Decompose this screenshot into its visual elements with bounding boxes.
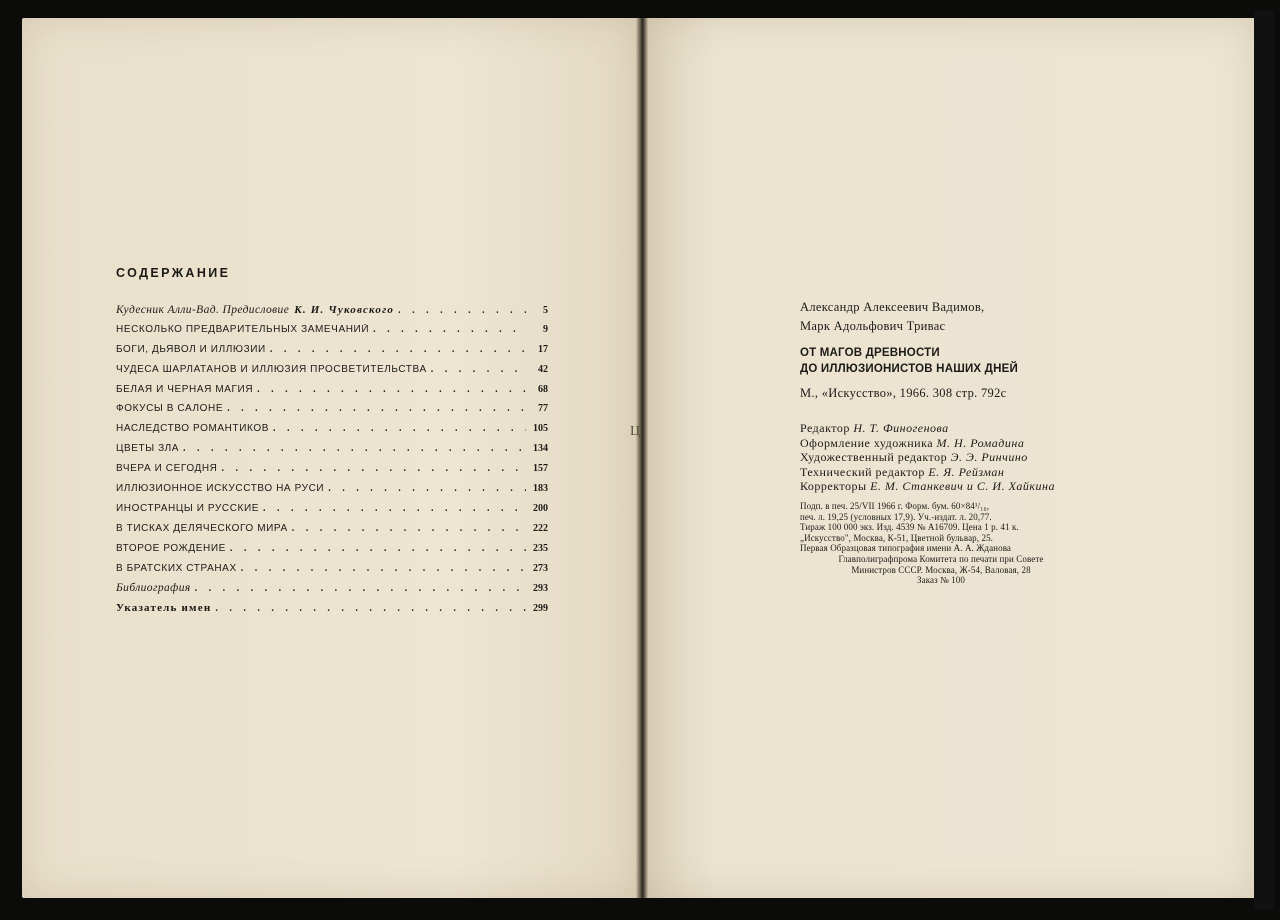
toc-entry-page: 42	[538, 363, 548, 375]
toc-entry	[116, 403, 548, 423]
imprint-line: Тираж 100 000 экз. Изд. 4539 № А16709. Цена 1 р. 41 к.	[800, 522, 1019, 533]
toc-leader	[431, 364, 526, 375]
toc-entry-title: ИНОСТРАНЦЫ И РУССКИЕ	[116, 502, 260, 514]
toc-entry	[116, 423, 548, 443]
credit-line	[800, 450, 1055, 465]
imprint	[800, 501, 1082, 586]
toc-entry	[116, 523, 548, 543]
toc-leader	[257, 384, 526, 395]
toc-entry-title: НАСЛЕДСТВО РОМАНТИКОВ	[116, 423, 269, 435]
toc-leader	[230, 543, 526, 554]
book-gutter	[636, 18, 648, 898]
toc-entry-title: Библиография	[116, 582, 191, 595]
credit-line	[800, 421, 1055, 436]
toc-entry	[116, 582, 548, 602]
toc-leader	[273, 423, 526, 434]
stray-mark: Ц	[630, 424, 641, 439]
toc-entry	[116, 344, 548, 364]
toc-entry-title: ФОКУСЫ В САЛОНЕ	[116, 403, 224, 415]
credit-name: Е. Я. Рейзман	[928, 464, 1005, 479]
toc-leader	[195, 583, 526, 594]
toc-entry-page: 77	[538, 403, 548, 415]
imprint-line: Первая Образцовая типография имени А. А. Жданова	[800, 543, 1012, 554]
toc-entry-page: 293	[533, 583, 548, 595]
toc-entry	[116, 384, 548, 404]
author-line: Марк Адольфович Тривас	[800, 319, 946, 333]
toc-entry-page: 183	[533, 483, 548, 495]
credit-name: Е. М. Станкевич и С. И. Хайкина	[870, 479, 1055, 494]
toc-entry-title: ВЧЕРА И СЕГОДНЯ	[116, 463, 218, 475]
toc-leader	[292, 523, 526, 534]
publication-info: М., «Искусство», 1966. 308 стр. 792c	[800, 386, 1007, 400]
toc-list	[116, 304, 548, 622]
toc-entry-page: 105	[533, 423, 548, 435]
toc-entry-title: ЦВЕТЫ ЗЛА	[116, 443, 180, 455]
credit-name: М. Н. Ромадина	[936, 435, 1025, 450]
toc-entry-page: 200	[533, 502, 548, 514]
book-title-line: ДО ИЛЛЮЗИОНИСТОВ НАШИХ ДНЕЙ	[800, 363, 1018, 375]
credit-role: Художественный редактор	[800, 450, 948, 465]
credit-role: Оформление художника	[800, 435, 934, 450]
credit-line	[800, 479, 1055, 494]
toc-leader	[222, 463, 527, 474]
credit-role: Редактор	[800, 421, 850, 435]
imprint-line: печ. л. 19,25 (условных 17,9). Уч.-издат. л. 20,77.	[800, 511, 992, 522]
credit-line	[800, 465, 1055, 480]
toc-entry-title: НЕСКОЛЬКО ПРЕДВАРИТЕЛЬНЫХ ЗАМЕЧАНИЙ	[116, 323, 370, 335]
toc-entry	[116, 563, 548, 583]
credit-name: Э. Э. Ринчино	[950, 450, 1028, 465]
imprint-line: „Искусство", Москва, К-51, Цветной бульвар, 25.	[800, 532, 994, 543]
toc-entry	[116, 443, 548, 463]
toc-entry-title: ВТОРОЕ РОЖДЕНИЕ	[116, 542, 226, 554]
credit-role: Корректоры	[800, 479, 867, 494]
credit-role: Технический редактор	[800, 464, 925, 479]
toc-entry-page: 134	[533, 443, 548, 455]
toc-leader	[263, 503, 526, 514]
toc-entry	[116, 543, 548, 563]
imprint-line: Главполиграфпрома Комитета по печати при Совете	[838, 553, 1044, 564]
toc-entry-page: 273	[533, 562, 548, 574]
toc-entry-title: ИЛЛЮЗИОННОЕ ИСКУССТВО НА РУСИ	[116, 483, 325, 495]
toc-entry-page: 299	[533, 603, 548, 615]
book-edge	[1254, 10, 1274, 910]
book-title-line: ОТ МАГОВ ДРЕВНОСТИ	[800, 347, 940, 359]
toc-leader	[398, 305, 526, 316]
toc-leader	[373, 324, 526, 335]
toc-entry-page: 68	[538, 383, 548, 395]
imprint-line: Министров СССР. Москва, Ж-54, Валовая, 28	[851, 564, 1031, 575]
author-line: Александр Алексеевич Вадимов,	[800, 300, 985, 314]
toc-entry-author: К. И. Чуковского	[294, 304, 395, 316]
toc-leader	[328, 483, 526, 494]
toc-title: СОДЕРЖАНИЕ	[116, 266, 231, 280]
toc-leader	[183, 443, 526, 454]
toc-entry-page: 9	[543, 323, 548, 335]
toc-entry	[116, 503, 548, 523]
toc-entry-title: БОГИ, ДЬЯВОЛ И ИЛЛЮЗИИ	[116, 343, 266, 355]
imprint-line: Подп. в печ. 25/VII 1966 г. Форм. бум. 60×84¹/₁₆,	[800, 501, 990, 511]
toc-entry	[116, 483, 548, 503]
credits	[800, 421, 1055, 494]
authors	[800, 298, 984, 336]
toc-entry-title: Указатель имен	[116, 602, 212, 615]
toc-entry	[116, 324, 548, 344]
toc-entry-page: 157	[533, 463, 548, 475]
toc-entry-title: БЕЛАЯ И ЧЕРНАЯ МАГИЯ	[116, 383, 254, 395]
toc-leader	[270, 344, 526, 355]
credit-line	[800, 436, 1055, 451]
toc-entry-title: В ТИСКАХ ДЕЛЯЧЕСКОГО МИРА	[116, 522, 288, 534]
toc-entry-page: 5	[543, 305, 548, 316]
toc-leader	[215, 603, 526, 614]
toc-entry-title: В БРАТСКИХ СТРАНАХ	[116, 562, 237, 574]
toc-entry	[116, 463, 548, 483]
toc-entry-title: Кудесник Алли-Вад. Предисловие	[116, 304, 290, 316]
credit-name: Н. Т. Финогенова	[853, 421, 949, 435]
toc-entry-page: 17	[538, 343, 548, 355]
toc-entry	[116, 364, 548, 384]
toc-leader	[241, 563, 526, 574]
toc-entry	[116, 304, 548, 324]
toc-entry-page: 222	[533, 522, 548, 534]
book-title	[800, 345, 1018, 377]
toc-entry-title: ЧУДЕСА ШАРЛАТАНОВ И ИЛЛЮЗИЯ ПРОСВЕТИТЕЛЬСТВА	[116, 363, 427, 375]
imprint-line: Заказ № 100	[917, 575, 965, 586]
toc-leader	[227, 403, 526, 414]
toc-entry-page: 235	[533, 542, 548, 554]
toc-entry	[116, 602, 548, 622]
